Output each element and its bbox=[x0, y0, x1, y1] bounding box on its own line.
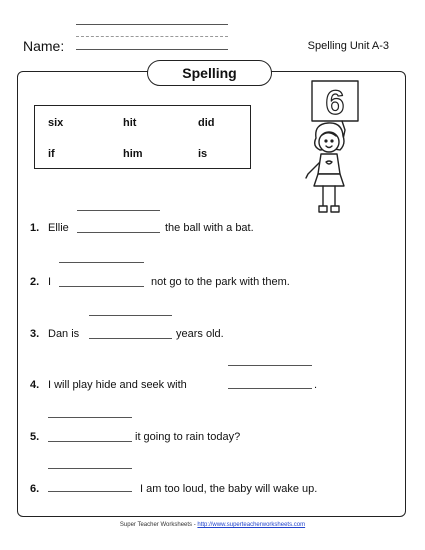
footer-text: Super Teacher Worksheets - bbox=[119, 522, 196, 528]
question-text-before: Dan is bbox=[48, 328, 80, 340]
question-number: 5. bbox=[30, 431, 40, 443]
footer bbox=[0, 522, 425, 528]
answer-blank[interactable] bbox=[228, 388, 312, 389]
answer-guide-line bbox=[48, 417, 132, 418]
word-bank-item: him bbox=[123, 148, 143, 160]
worksheet-title: Spelling bbox=[147, 60, 272, 86]
answer-guide-line bbox=[59, 262, 144, 263]
word-bank bbox=[34, 105, 251, 169]
question-number: 4. bbox=[30, 379, 40, 391]
word-bank-item: is bbox=[198, 148, 208, 160]
answer-blank[interactable] bbox=[48, 441, 132, 442]
answer-blank[interactable] bbox=[59, 286, 144, 287]
question-text-before: I will play hide and seek with bbox=[48, 379, 187, 391]
name-guide-line bbox=[76, 36, 228, 37]
question-text-after: not go to the park with them. bbox=[151, 276, 290, 288]
question-number: 2. bbox=[30, 276, 40, 288]
question-number: 1. bbox=[30, 222, 40, 234]
unit-label: Spelling Unit A-3 bbox=[307, 40, 389, 52]
word-bank-item: did bbox=[198, 117, 215, 129]
answer-blank[interactable] bbox=[77, 232, 160, 233]
name-field[interactable] bbox=[76, 49, 228, 50]
question-text-after: I am too loud, the baby will wake up. bbox=[140, 483, 318, 495]
answer-guide-line bbox=[228, 365, 312, 366]
word-bank-item: six bbox=[48, 117, 64, 129]
footer-link[interactable]: http://www.superteacherworksheets.com bbox=[197, 522, 306, 528]
question-number: 6. bbox=[30, 483, 40, 495]
answer-guide-line bbox=[89, 315, 172, 316]
answer-guide-line bbox=[48, 468, 132, 469]
name-line-top bbox=[76, 24, 228, 25]
word-bank-item: hit bbox=[123, 117, 137, 129]
answer-blank[interactable] bbox=[48, 491, 132, 492]
girl-holding-sign-illustration bbox=[298, 78, 378, 220]
question-text-after: years old. bbox=[176, 328, 224, 340]
question-text-after: . bbox=[314, 379, 318, 391]
question-text-after: the ball with a bat. bbox=[165, 222, 254, 234]
word-bank-item: if bbox=[48, 148, 55, 160]
question-number: 3. bbox=[30, 328, 40, 340]
sign-number: 6 bbox=[325, 84, 345, 122]
answer-guide-line bbox=[77, 210, 160, 211]
question-text-before: Ellie bbox=[48, 222, 69, 234]
question-text-after: it going to rain today? bbox=[135, 431, 241, 443]
question-text-before: I bbox=[48, 276, 52, 288]
answer-blank[interactable] bbox=[89, 338, 172, 339]
name-label: Name: bbox=[23, 38, 65, 54]
